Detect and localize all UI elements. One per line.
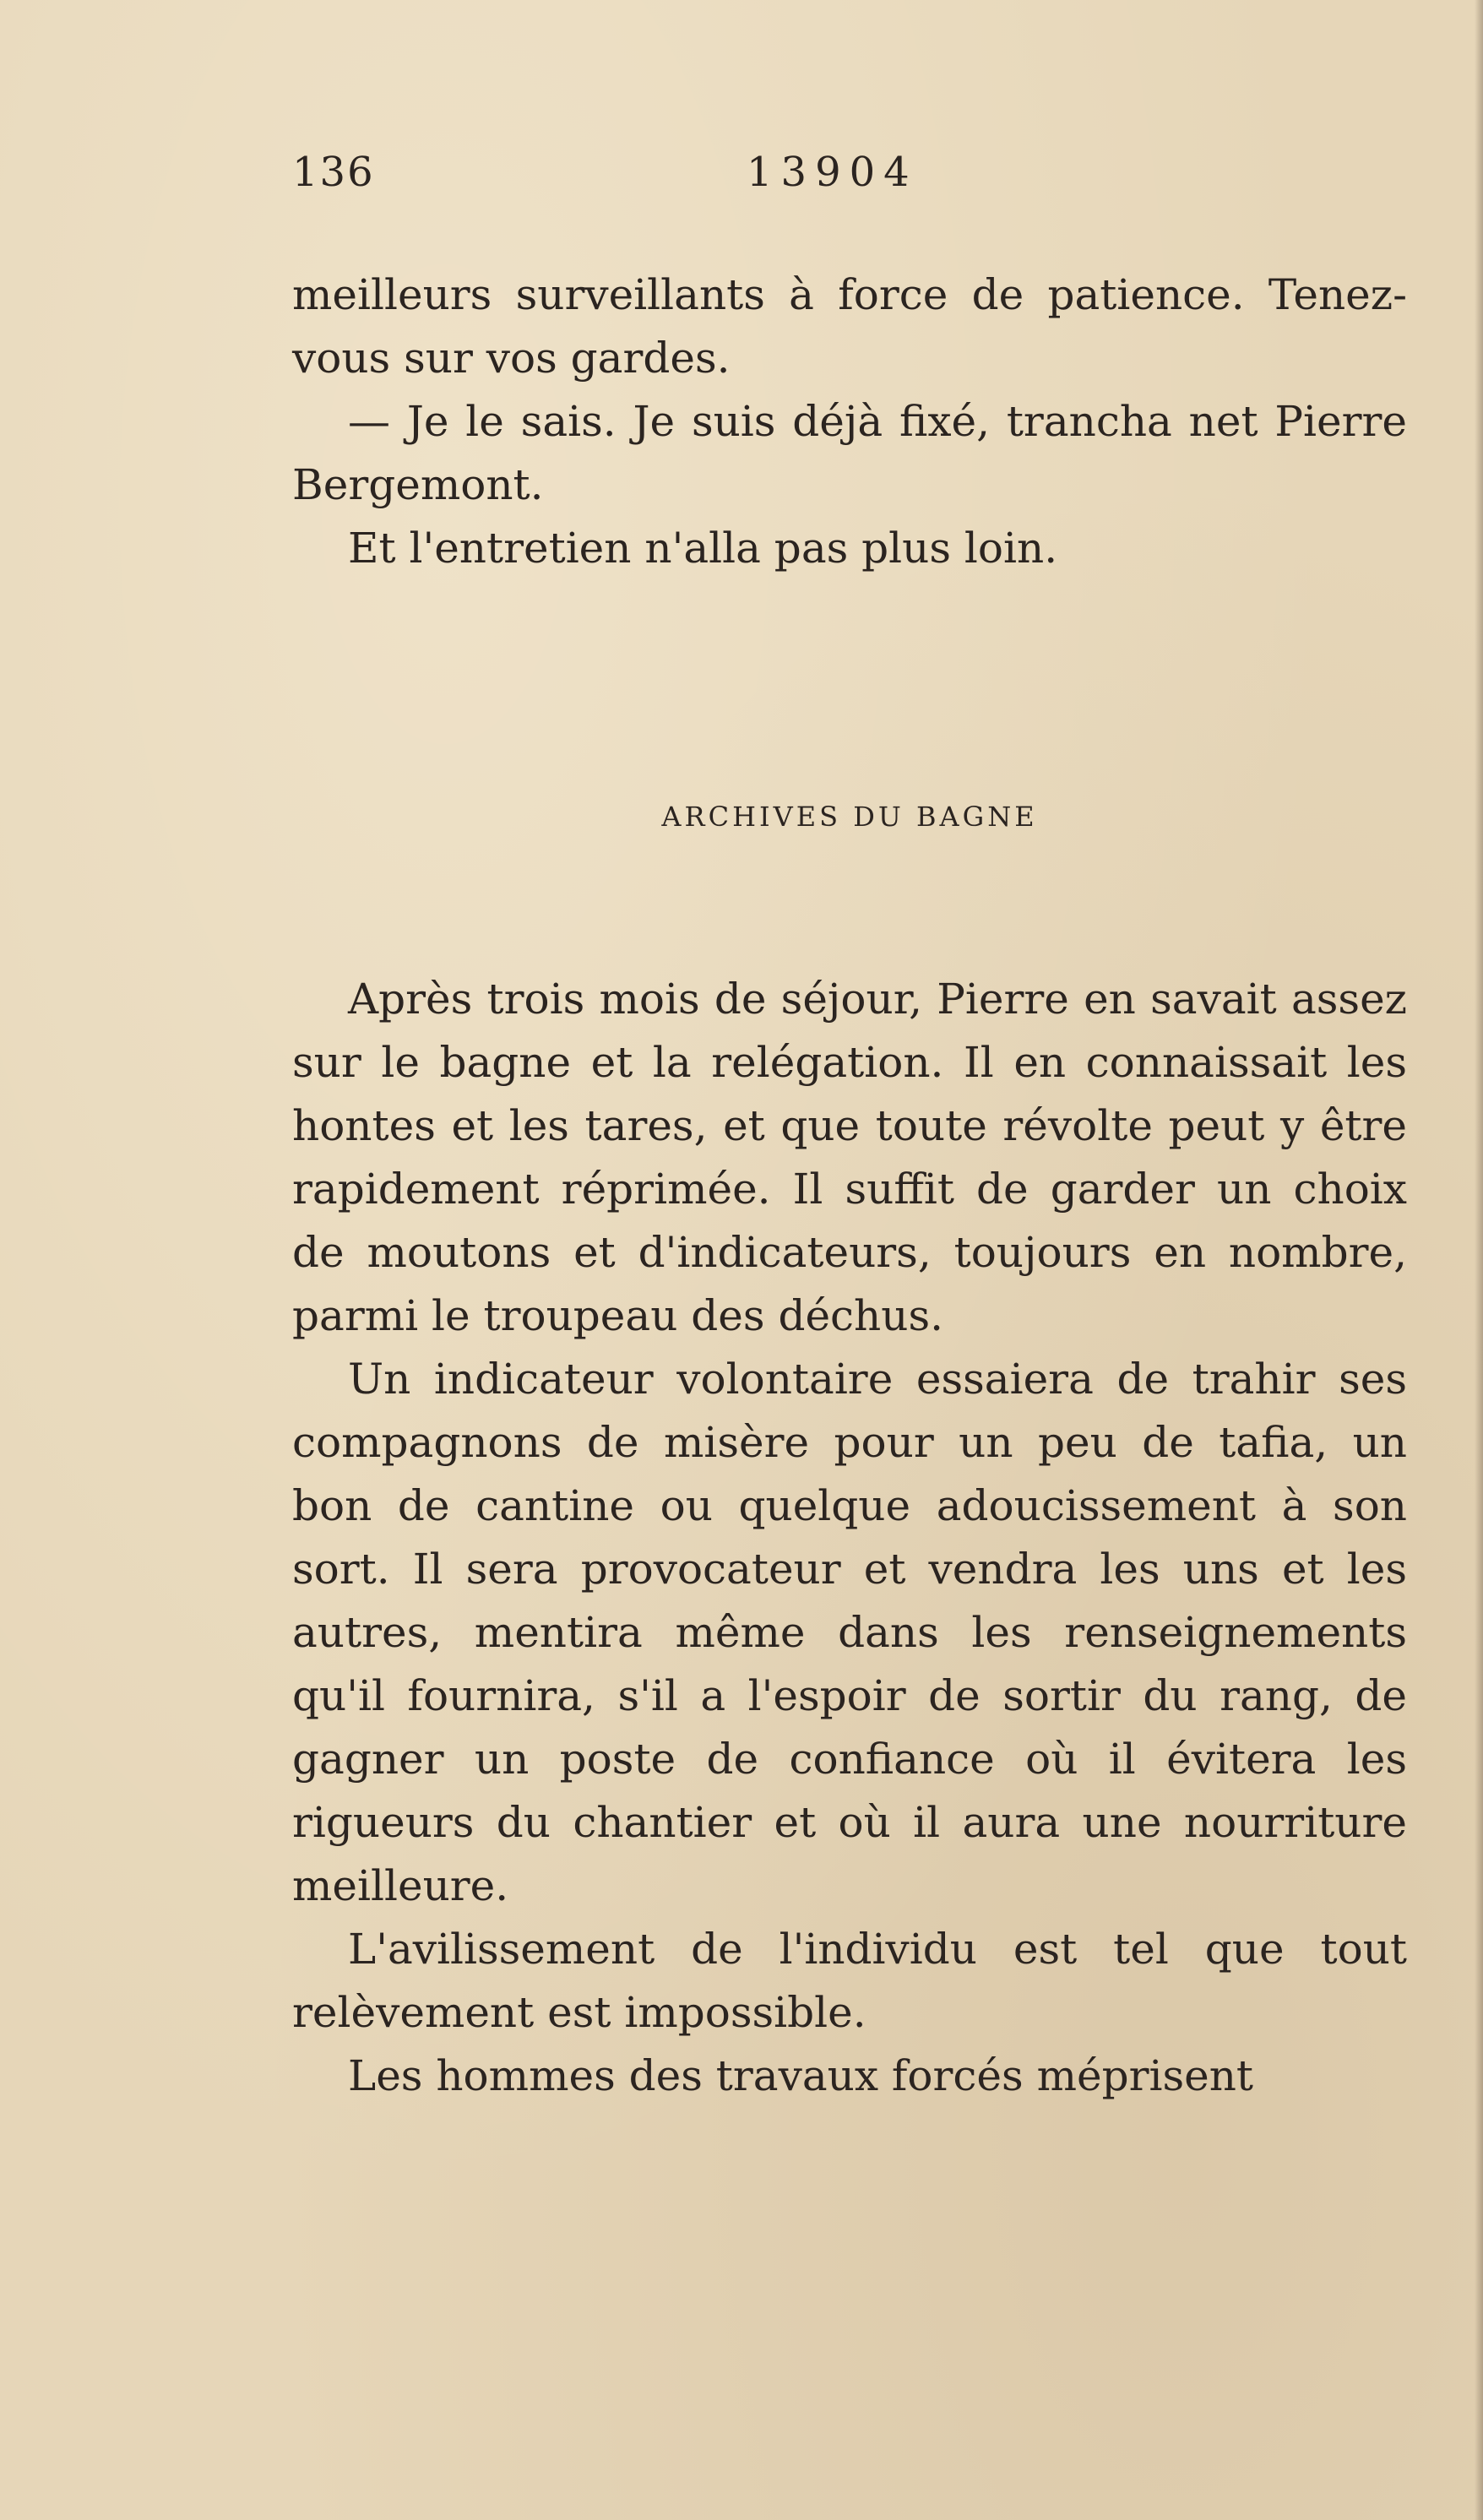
paragraph: meilleurs surveillants à force de patience. Tenez-vous sur vos gardes.: [292, 270, 1407, 383]
section-title: ARCHIVES DU BAGNE: [661, 801, 1038, 833]
page-edge-shadow: [1475, 0, 1483, 2520]
text-block-top: [292, 263, 1407, 580]
paragraph: Un indicateur volontaire essaiera de trahir ses compagnons de misère pour un peu de tafia, un bon de cantine ou quelque adoucissement à son sort. Il sera provocateur et vendra les uns et les autres, mentira même dans les renseignements qu'il fournira, s'il a l'espoir de sortir du rang, de gagner un poste de confiance où il évitera les rigueurs du chantier et où il aura une nourriture meilleure.: [292, 1355, 1407, 1910]
paragraph: Après trois mois de séjour, Pierre en savait assez sur le bagne et la relégation. Il en connaissait les hontes et les tares, et que toute révolte peut y être rapidement réprimée. Il suffit de garder un choix de moutons et d'indicateurs, toujours en nombre, parmi le troupeau des déchus.: [292, 975, 1407, 1340]
running-title: 13904: [747, 149, 918, 196]
paragraph: Les hommes des travaux forcés méprisent: [348, 2051, 1254, 2100]
paragraph: L'avilissement de l'individu est tel que tout relèvement est impossible.: [292, 1925, 1407, 2037]
page-number: 136: [292, 149, 375, 196]
text-block-bottom: [292, 968, 1407, 2108]
paragraph: — Je le sais. Je suis déjà fixé, trancha net Pierre Bergemont.: [292, 397, 1407, 509]
paragraph: Et l'entretien n'alla pas plus loin.: [348, 524, 1058, 573]
page-header: [292, 149, 1407, 208]
